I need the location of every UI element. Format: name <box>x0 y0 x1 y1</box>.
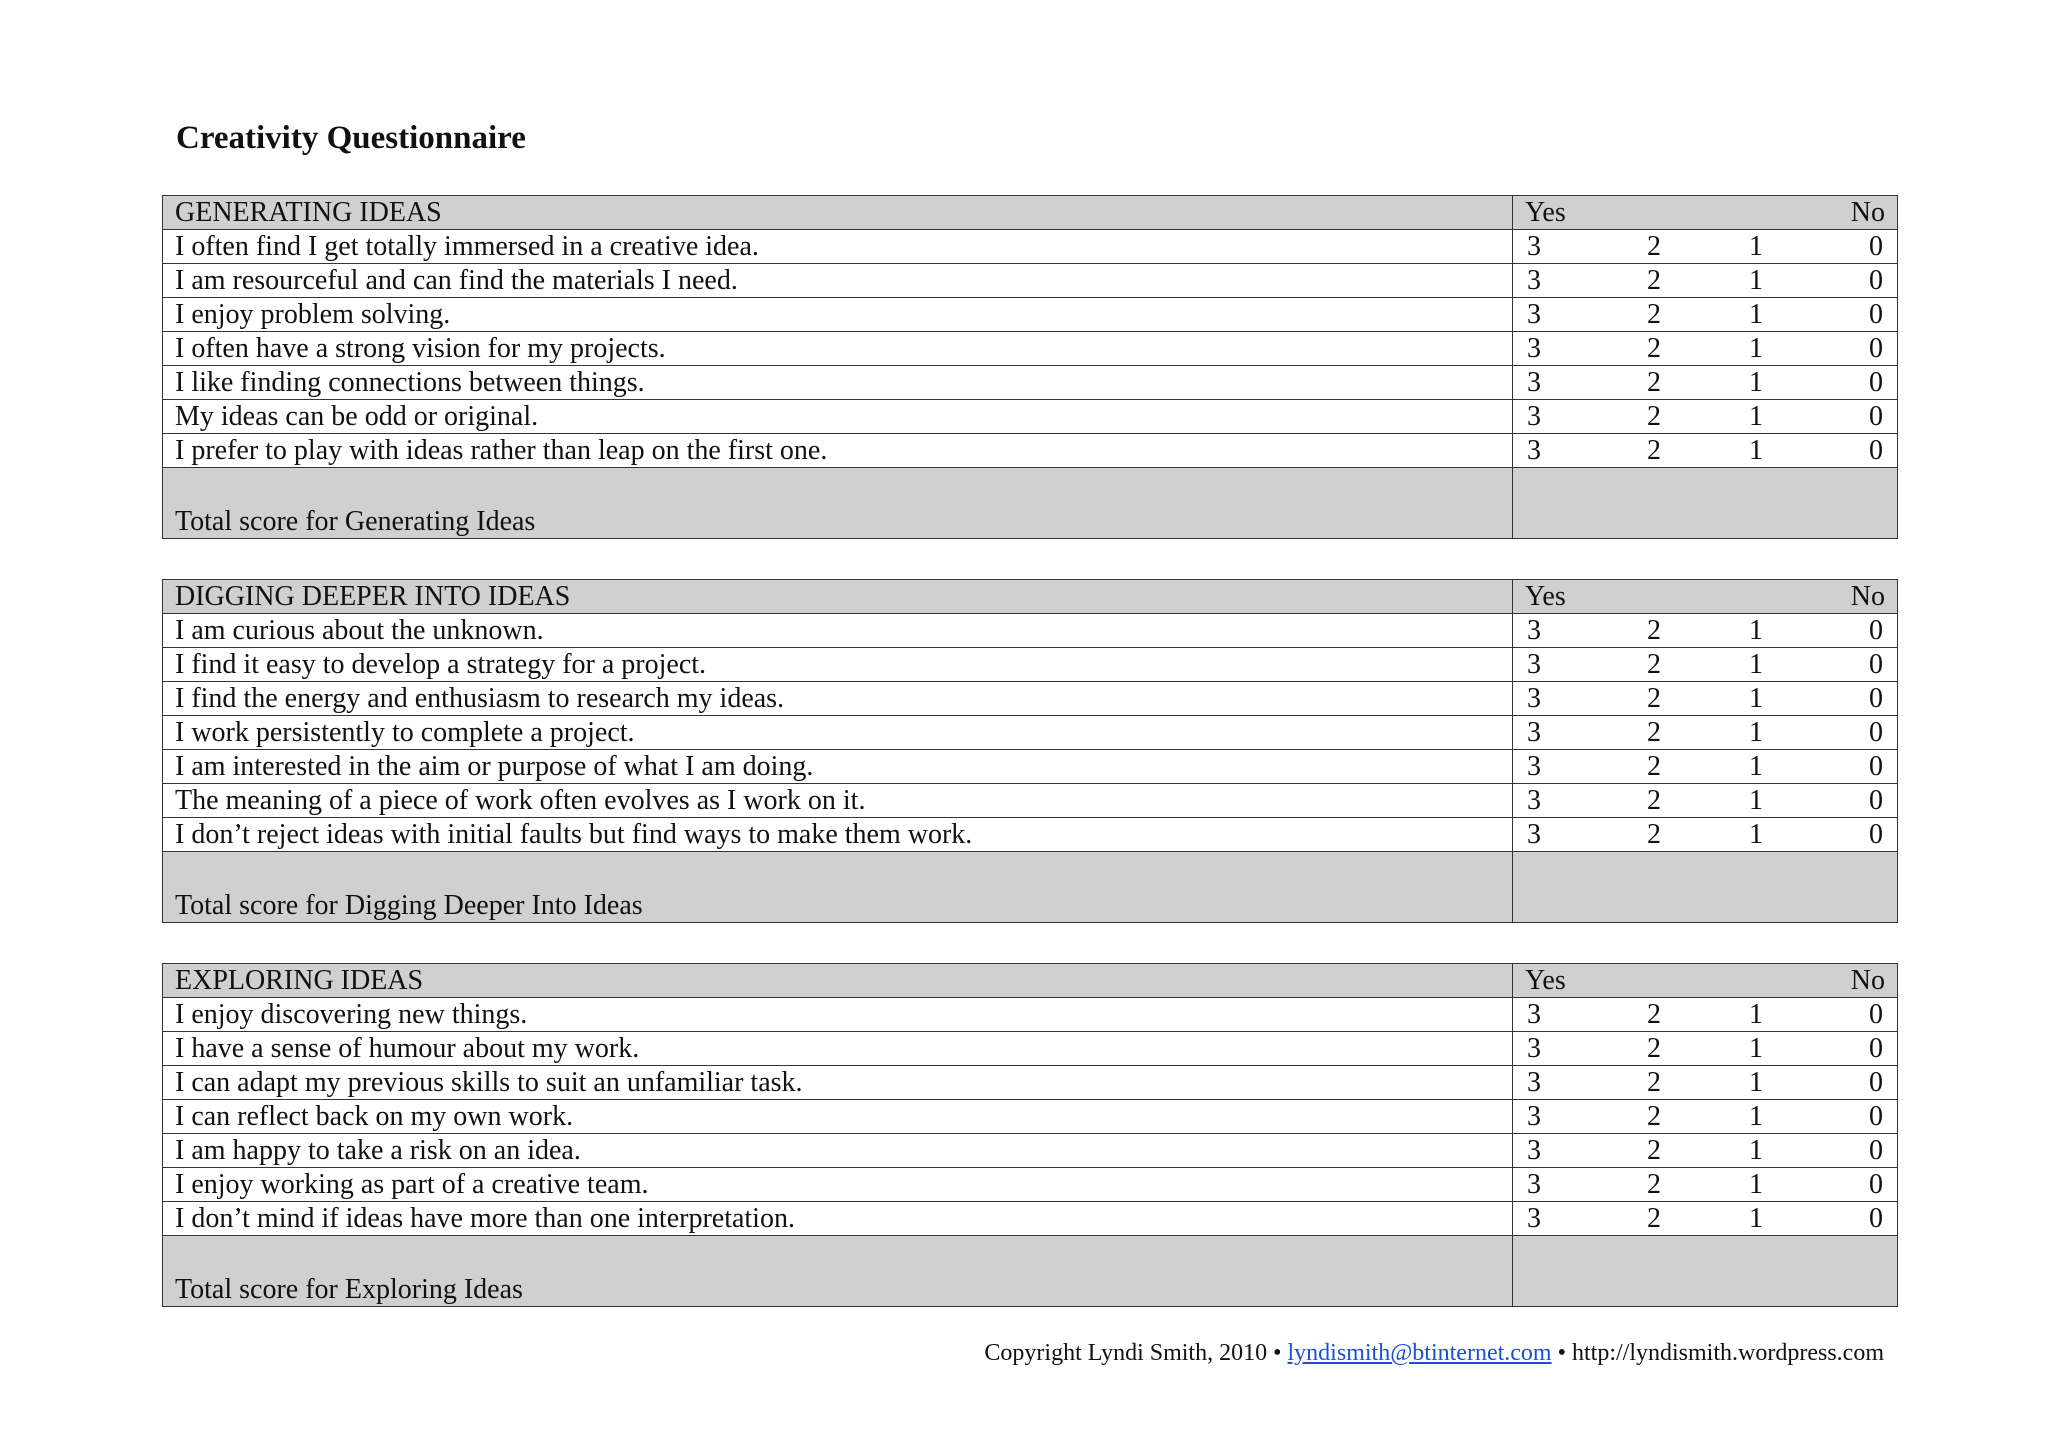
score-2[interactable]: 2 <box>1647 998 1661 1030</box>
question-text: I can reflect back on my own work. <box>163 1100 1513 1134</box>
score-3[interactable]: 3 <box>1527 1066 1541 1098</box>
score-0[interactable]: 0 <box>1869 332 1883 364</box>
score-2[interactable]: 2 <box>1647 264 1661 296</box>
score-2[interactable]: 2 <box>1647 332 1661 364</box>
question-row <box>163 1032 1898 1066</box>
question-row <box>163 1100 1898 1134</box>
question-row <box>163 784 1898 818</box>
section-heading: EXPLORING IDEAS <box>163 964 1513 998</box>
no-label: No <box>1850 964 1885 996</box>
score-1[interactable]: 1 <box>1749 1066 1763 1098</box>
score-2[interactable]: 2 <box>1647 230 1661 262</box>
question-text: I am interested in the aim or purpose of what I am doing. <box>163 750 1513 784</box>
score-options <box>1513 614 1898 648</box>
question-row <box>163 1202 1898 1236</box>
score-3[interactable]: 3 <box>1527 366 1541 398</box>
question-row <box>163 682 1898 716</box>
section-header-row <box>163 196 1898 230</box>
section-exploring-ideas <box>162 963 1898 1307</box>
score-0[interactable]: 0 <box>1869 998 1883 1030</box>
score-2[interactable]: 2 <box>1647 614 1661 646</box>
question-text: I don’t mind if ideas have more than one interpretation. <box>163 1202 1513 1236</box>
question-row <box>163 716 1898 750</box>
scale-header <box>1513 580 1898 614</box>
score-options <box>1513 716 1898 750</box>
score-options <box>1513 298 1898 332</box>
question-text: I like finding connections between things. <box>163 366 1513 400</box>
score-3[interactable]: 3 <box>1527 332 1541 364</box>
question-text: I work persistently to complete a project. <box>163 716 1513 750</box>
score-3[interactable]: 3 <box>1527 750 1541 782</box>
question-text: I am resourceful and can find the materials I need. <box>163 264 1513 298</box>
score-options <box>1513 682 1898 716</box>
score-1[interactable]: 1 <box>1749 366 1763 398</box>
question-row <box>163 366 1898 400</box>
question-text: I enjoy discovering new things. <box>163 998 1513 1032</box>
question-text: I can adapt my previous skills to suit an unfamiliar task. <box>163 1066 1513 1100</box>
score-0[interactable]: 0 <box>1869 648 1883 680</box>
score-0[interactable]: 0 <box>1869 1202 1883 1234</box>
yes-label: Yes <box>1525 580 1566 612</box>
footer <box>984 1340 1884 1367</box>
bullet-separator: • <box>1273 1340 1282 1366</box>
score-1[interactable]: 1 <box>1749 264 1763 296</box>
question-text: I am curious about the unknown. <box>163 614 1513 648</box>
question-row <box>163 264 1898 298</box>
score-2[interactable]: 2 <box>1647 818 1661 850</box>
score-1[interactable]: 1 <box>1749 332 1763 364</box>
question-row <box>163 750 1898 784</box>
question-text: I enjoy working as part of a creative team. <box>163 1168 1513 1202</box>
score-0[interactable]: 0 <box>1869 400 1883 432</box>
question-row <box>163 298 1898 332</box>
section-header-row <box>163 964 1898 998</box>
total-score-label: Total score for Digging Deeper Into Ideas <box>163 852 1513 923</box>
score-1[interactable]: 1 <box>1749 614 1763 646</box>
score-0[interactable]: 0 <box>1869 1100 1883 1132</box>
score-3[interactable]: 3 <box>1527 400 1541 432</box>
score-0[interactable]: 0 <box>1869 614 1883 646</box>
score-1[interactable]: 1 <box>1749 818 1763 850</box>
score-1[interactable]: 1 <box>1749 400 1763 432</box>
score-2[interactable]: 2 <box>1647 400 1661 432</box>
score-2[interactable]: 2 <box>1647 1202 1661 1234</box>
score-options <box>1513 784 1898 818</box>
section-heading: GENERATING IDEAS <box>163 196 1513 230</box>
score-2[interactable]: 2 <box>1647 1100 1661 1132</box>
score-options <box>1513 434 1898 468</box>
score-options <box>1513 400 1898 434</box>
bullet-separator: • <box>1557 1340 1566 1366</box>
copyright-text: Copyright Lyndi Smith, 2010 <box>984 1340 1268 1366</box>
no-label: No <box>1850 580 1885 612</box>
score-options <box>1513 1168 1898 1202</box>
question-text: The meaning of a piece of work often evolves as I work on it. <box>163 784 1513 818</box>
score-0[interactable]: 0 <box>1869 750 1883 782</box>
no-label: No <box>1850 196 1885 228</box>
question-row <box>163 1066 1898 1100</box>
score-1[interactable]: 1 <box>1749 716 1763 748</box>
section-header-row <box>163 580 1898 614</box>
score-0[interactable]: 0 <box>1869 230 1883 262</box>
score-1[interactable]: 1 <box>1749 1134 1763 1166</box>
score-3[interactable]: 3 <box>1527 1202 1541 1234</box>
score-0[interactable]: 0 <box>1869 1168 1883 1200</box>
questionnaire-table <box>162 579 1898 923</box>
total-score-row <box>163 468 1898 539</box>
question-row <box>163 1134 1898 1168</box>
question-text: My ideas can be odd or original. <box>163 400 1513 434</box>
section-digging-deeper <box>162 579 1898 923</box>
score-2[interactable]: 2 <box>1647 750 1661 782</box>
score-1[interactable]: 1 <box>1749 1032 1763 1064</box>
total-score-field[interactable] <box>1513 468 1898 539</box>
page-title: Creativity Questionnaire <box>176 120 526 156</box>
question-row <box>163 332 1898 366</box>
score-options <box>1513 750 1898 784</box>
score-0[interactable]: 0 <box>1869 1134 1883 1166</box>
score-0[interactable]: 0 <box>1869 682 1883 714</box>
score-2[interactable]: 2 <box>1647 434 1661 466</box>
score-0[interactable]: 0 <box>1869 366 1883 398</box>
score-2[interactable]: 2 <box>1647 1134 1661 1166</box>
score-3[interactable]: 3 <box>1527 1032 1541 1064</box>
total-score-label: Total score for Exploring Ideas <box>163 1236 1513 1307</box>
question-row <box>163 230 1898 264</box>
score-3[interactable]: 3 <box>1527 818 1541 850</box>
questionnaire-table <box>162 195 1898 539</box>
email-link[interactable]: lyndismith@btinternet.com <box>1287 1340 1552 1366</box>
question-row <box>163 434 1898 468</box>
score-1[interactable]: 1 <box>1749 998 1763 1030</box>
score-options <box>1513 332 1898 366</box>
question-row <box>163 648 1898 682</box>
question-text: I enjoy problem solving. <box>163 298 1513 332</box>
score-0[interactable]: 0 <box>1869 818 1883 850</box>
score-2[interactable]: 2 <box>1647 1032 1661 1064</box>
website-url: http://lyndismith.wordpress.com <box>1572 1340 1884 1366</box>
score-2[interactable]: 2 <box>1647 716 1661 748</box>
score-1[interactable]: 1 <box>1749 230 1763 262</box>
score-2[interactable]: 2 <box>1647 298 1661 330</box>
score-3[interactable]: 3 <box>1527 264 1541 296</box>
question-row <box>163 614 1898 648</box>
question-text: I find it easy to develop a strategy for a project. <box>163 648 1513 682</box>
score-0[interactable]: 0 <box>1869 434 1883 466</box>
score-3[interactable]: 3 <box>1527 998 1541 1030</box>
total-score-field[interactable] <box>1513 1236 1898 1307</box>
yes-label: Yes <box>1525 196 1566 228</box>
score-1[interactable]: 1 <box>1749 784 1763 816</box>
total-score-row <box>163 1236 1898 1307</box>
score-0[interactable]: 0 <box>1869 784 1883 816</box>
question-row <box>163 998 1898 1032</box>
yes-label: Yes <box>1525 964 1566 996</box>
score-3[interactable]: 3 <box>1527 716 1541 748</box>
score-0[interactable]: 0 <box>1869 716 1883 748</box>
scale-header <box>1513 964 1898 998</box>
score-2[interactable]: 2 <box>1647 1066 1661 1098</box>
total-score-field[interactable] <box>1513 852 1898 923</box>
score-options <box>1513 1202 1898 1236</box>
score-0[interactable]: 0 <box>1869 264 1883 296</box>
score-options <box>1513 818 1898 852</box>
score-1[interactable]: 1 <box>1749 648 1763 680</box>
score-options <box>1513 230 1898 264</box>
score-3[interactable]: 3 <box>1527 298 1541 330</box>
score-1[interactable]: 1 <box>1749 434 1763 466</box>
question-row <box>163 400 1898 434</box>
score-0[interactable]: 0 <box>1869 298 1883 330</box>
score-2[interactable]: 2 <box>1647 366 1661 398</box>
score-0[interactable]: 0 <box>1869 1066 1883 1098</box>
score-options <box>1513 1100 1898 1134</box>
score-3[interactable]: 3 <box>1527 1100 1541 1132</box>
question-text: I often find I get totally immersed in a creative idea. <box>163 230 1513 264</box>
score-options <box>1513 1134 1898 1168</box>
score-3[interactable]: 3 <box>1527 1134 1541 1166</box>
score-1[interactable]: 1 <box>1749 750 1763 782</box>
total-score-label: Total score for Generating Ideas <box>163 468 1513 539</box>
scale-header <box>1513 196 1898 230</box>
score-2[interactable]: 2 <box>1647 784 1661 816</box>
score-2[interactable]: 2 <box>1647 1168 1661 1200</box>
score-3[interactable]: 3 <box>1527 614 1541 646</box>
question-text: I am happy to take a risk on an idea. <box>163 1134 1513 1168</box>
score-3[interactable]: 3 <box>1527 1168 1541 1200</box>
score-1[interactable]: 1 <box>1749 1202 1763 1234</box>
score-options <box>1513 998 1898 1032</box>
score-3[interactable]: 3 <box>1527 648 1541 680</box>
score-1[interactable]: 1 <box>1749 1100 1763 1132</box>
score-2[interactable]: 2 <box>1647 682 1661 714</box>
question-row <box>163 818 1898 852</box>
question-text: I find the energy and enthusiasm to research my ideas. <box>163 682 1513 716</box>
question-text: I have a sense of humour about my work. <box>163 1032 1513 1066</box>
score-1[interactable]: 1 <box>1749 298 1763 330</box>
question-row <box>163 1168 1898 1202</box>
section-heading: DIGGING DEEPER INTO IDEAS <box>163 580 1513 614</box>
score-1[interactable]: 1 <box>1749 1168 1763 1200</box>
score-options <box>1513 264 1898 298</box>
score-options <box>1513 1066 1898 1100</box>
total-score-row <box>163 852 1898 923</box>
question-text: I don’t reject ideas with initial faults but find ways to make them work. <box>163 818 1513 852</box>
score-3[interactable]: 3 <box>1527 434 1541 466</box>
score-0[interactable]: 0 <box>1869 1032 1883 1064</box>
question-text: I prefer to play with ideas rather than leap on the first one. <box>163 434 1513 468</box>
score-options <box>1513 1032 1898 1066</box>
question-text: I often have a strong vision for my projects. <box>163 332 1513 366</box>
score-options <box>1513 366 1898 400</box>
score-1[interactable]: 1 <box>1749 682 1763 714</box>
score-3[interactable]: 3 <box>1527 784 1541 816</box>
score-3[interactable]: 3 <box>1527 682 1541 714</box>
section-generating-ideas <box>162 195 1898 539</box>
score-options <box>1513 648 1898 682</box>
score-3[interactable]: 3 <box>1527 230 1541 262</box>
score-2[interactable]: 2 <box>1647 648 1661 680</box>
questionnaire-table <box>162 963 1898 1307</box>
